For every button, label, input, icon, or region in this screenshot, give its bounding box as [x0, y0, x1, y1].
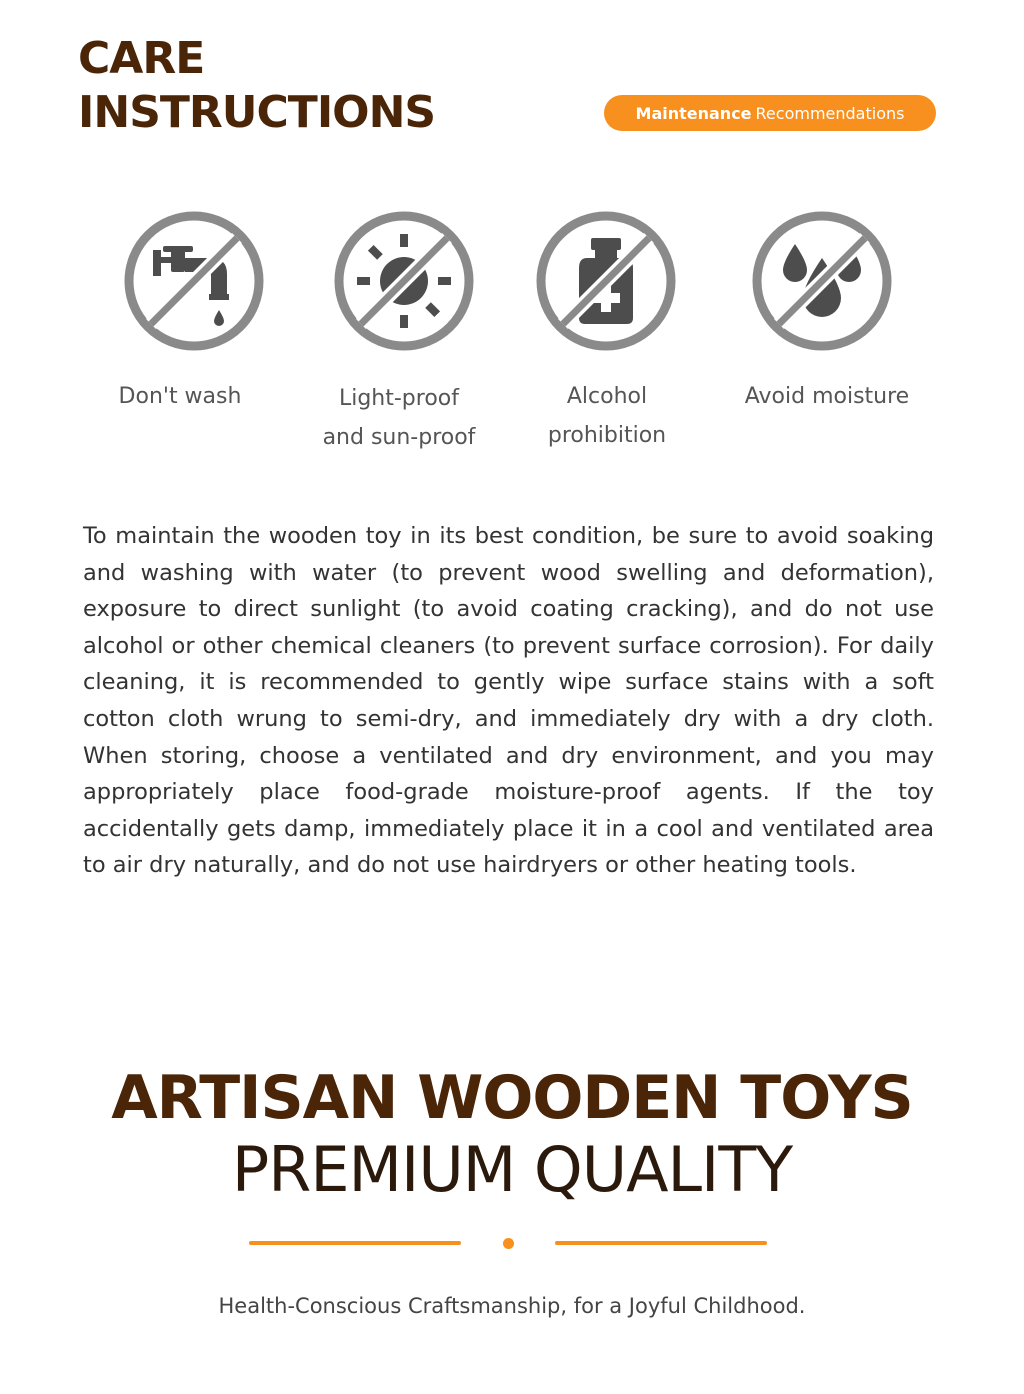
no-wash-faucet-icon — [123, 210, 265, 352]
label-line: prohibition — [547, 423, 667, 448]
label-avoid-moisture — [717, 377, 937, 416]
label-line: Alcohol — [566, 384, 648, 409]
label-light-proof — [289, 379, 509, 457]
brand-headline: ARTISAN WOODEN TOYS — [111, 1063, 913, 1133]
divider-line-left — [249, 1241, 461, 1245]
label-line: Don't wash — [118, 384, 242, 409]
divider-line-right — [555, 1241, 767, 1245]
page-title — [78, 32, 435, 140]
no-alcohol-bottle-icon — [535, 210, 677, 352]
page-title-line2: INSTRUCTIONS — [78, 87, 436, 138]
badge-bold-text: Maintenance — [635, 103, 752, 123]
label-line: Avoid moisture — [744, 384, 910, 409]
page-title-line1: CARE — [78, 33, 205, 84]
divider-dot — [503, 1238, 514, 1249]
care-paragraph: To maintain the wooden toy in its best condition, be sure to avoid soaking and washing with water (to prevent wood swelling and deformation), exposure to direct sunlight (to avoid coating cracking), and do not use alcohol or other chemical cleaners (to prevent surface corrosion). For daily cleaning, it is recommended to gently wipe surface stains with a soft cotton cloth wrung to semi-dry, and immediately dry with a dry cloth. When storing, choose a ventilated and dry environment, and you may appropriately place food-grade moisture-proof agents. If the toy accidentally gets damp, immediately place it in a cool and ventilated area to air dry naturally, and do not use hairdryers or other heating tools. — [83, 523, 934, 879]
no-sun-icon — [333, 210, 475, 352]
label-alcohol-prohibition — [497, 377, 717, 455]
brand-subheadline: PREMIUM QUALITY — [231, 1133, 793, 1206]
tagline: Health-Conscious Craftsmanship, for a Joyful Childhood. — [218, 1294, 806, 1318]
no-moisture-drops-icon — [751, 210, 893, 352]
label-line: and sun-proof — [322, 425, 476, 450]
badge-text: Recommendations — [755, 103, 905, 123]
label-line: Light-proof — [338, 386, 460, 411]
maintenance-badge — [604, 95, 936, 131]
label-dont-wash — [70, 377, 290, 416]
